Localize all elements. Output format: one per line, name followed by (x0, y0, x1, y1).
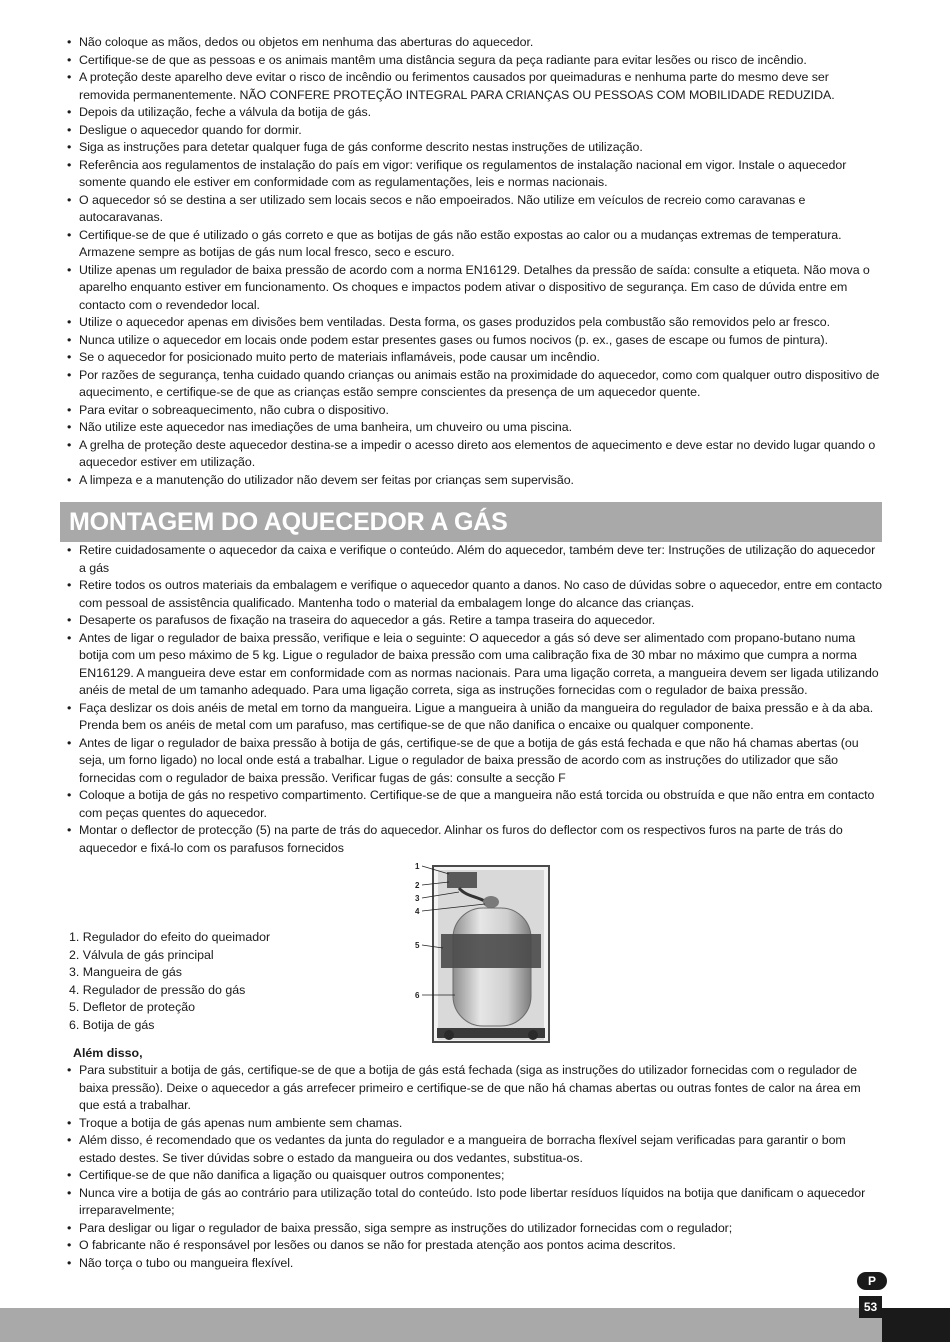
list-item: • Desligue o aquecedor quando for dormir. (67, 122, 882, 140)
page-number: 53 (859, 1296, 882, 1318)
cylinder-valve (483, 896, 499, 908)
language-badge: P (857, 1272, 887, 1290)
list-item: • Se o aquecedor for posicionado muito perto de materiais inflamáveis, pode causar um incêndio. (67, 349, 882, 367)
list-item: • Troque a botija de gás apenas num ambiente sem chamas. (67, 1115, 882, 1133)
list-item: • A grelha de proteção deste aquecedor destina-se a impedir o acesso direto aos elementos de aquecimento e deve estar no devido lugar quando o aquecedor estiver em utilização. (67, 437, 882, 472)
list-item: • Desaperte os parafusos de fixação na traseira do aquecedor a gás. Retire a tampa traseira do aquecedor. (67, 612, 882, 630)
callout-label: 4 (415, 907, 420, 916)
callout-label: 5 (415, 941, 420, 950)
list-item: • O fabricante não é responsável por lesões ou danos se não for prestada atenção aos pontos acima descritos. (67, 1237, 882, 1255)
callout-label: 3 (415, 894, 420, 903)
list-item: • O aquecedor só se destina a ser utilizado sem locais secos e não empoeirados. Não utilize em veículos de recreio como caravanas e autocaravanas. (67, 192, 882, 227)
assembly-steps-list (67, 542, 882, 857)
protection-deflector (441, 934, 541, 968)
wheel (444, 1030, 454, 1040)
list-item: 2. Válvula de gás principal (69, 947, 214, 962)
parts-legend (69, 929, 270, 1034)
list-item: • Faça deslizar os dois anéis de metal em torno da mangueira. Ligue a mangueira à união da mangueira do regulador de baixa pressão e à da aba. Prenda bem os anéis de metal com um parafuso, mas certifique-se de que não danifica o encaixe ou qualquer componente. (67, 700, 882, 735)
list-item: • Para evitar o sobreaquecimento, não cubra o dispositivo. (67, 402, 882, 420)
list-item: • Não coloque as mãos, dedos ou objetos em nenhuma das aberturas do aquecedor. (67, 34, 882, 52)
list-item: • Antes de ligar o regulador de baixa pressão à botija de gás, certifique-se de que a botija de gás está fechada e que não há chamas abertas (ou seja, um forno ligado) no local onde está a trabalhar. Ligue o regulador de baixa pressão de acordo com as instruções do utilizador que são fornecidas com o regulador de baixa pressão. Verificar fugas de gás: consulte a secção F (67, 735, 882, 788)
list-item: • Por razões de segurança, tenha cuidado quando crianças ou animais estão na proximidade do aquecedor, como com qualquer outro dispositivo de aquecimento, e certifique-se de que as crianças estão sempre conscientes da presença de um aquecedor quente. (67, 367, 882, 402)
footer-tab (882, 1308, 950, 1342)
list-item: 5. Defletor de proteção (69, 1000, 196, 1014)
regulator-block (447, 872, 477, 888)
safety-warnings-list (67, 34, 882, 489)
list-item: • Para substituir a botija de gás, certifique-se de que a botija de gás está fechada (siga as instruções do utilizador fornecidas com o regulador de baixa pressão). Deixe o aquecedor a gás arrefecer primeiro e certifique-se de que não há chamas abertas ou outras fontes de calor na área em que está a trabalhar. (67, 1062, 882, 1115)
list-item: • A proteção deste aparelho deve evitar o risco de incêndio ou ferimentos causados por queimaduras e nenhuma parte do mesmo deve ser removida permanentemente. NÃO CONFERE PROTEÇÃO INTEGRAL PARA CRIANÇAS OU PESSOAS COM MOBILIDADE REDUZIDA. (67, 69, 882, 104)
footer-bar (0, 1308, 950, 1342)
list-item: • Nunca vire a botija de gás ao contrário para utilização total do conteúdo. Isto pode libertar resíduos líquidos na botija que danificam o aquecedor irreparavelmente; (67, 1185, 882, 1220)
list-item: • Coloque a botija de gás no respetivo compartimento. Certifique-se de que a mangueira não está torcida ou obstruída e que não entra em contacto com peças quentes do aquecedor. (67, 787, 882, 822)
list-item: • Nunca utilize o aquecedor em locais onde podem estar presentes gases ou fumos nocivos (p. ex., gases de escape ou fumos de pintura). (67, 332, 882, 350)
list-item: • Depois da utilização, feche a válvula da botija de gás. (67, 104, 882, 122)
list-item: • Além disso, é recomendado que os vedantes da junta do regulador e a mangueira de borracha flexível sejam verificadas para garantir o bom estado destes. Se tiver dúvidas sobre o estado da mangueira ou dos vedantes, substitua-os. (67, 1132, 882, 1167)
list-item: 6. Botija de gás (69, 1017, 155, 1032)
list-item: 3. Mangueira de gás (69, 965, 182, 979)
callout-label: 2 (415, 881, 420, 890)
additional-notes-list (67, 1062, 882, 1272)
heater-diagram (407, 858, 553, 1044)
list-item: • Certifique-se de que as pessoas e os animais mantêm uma distância segura da peça radiante para evitar lesões ou risco de incêndio. (67, 52, 882, 70)
list-item: • Utilize o aquecedor apenas em divisões bem ventiladas. Desta forma, os gases produzidos pela combustão são removidos pelo ar fresco. (67, 314, 882, 332)
list-item: • Siga as instruções para detetar qualquer fuga de gás conforme descrito nestas instruções de utilização. (67, 139, 882, 157)
list-item: • Certifique-se de que é utilizado o gás correto e que as botijas de gás não estão expostas ao calor ou a mudanças extremas de temperatura. Armazene sempre as botijas de gás num local fresco, seco e escuro. (67, 227, 882, 262)
list-item: • Não utilize este aquecedor nas imediações de uma banheira, um chuveiro ou uma piscina. (67, 419, 882, 437)
callout-label: 1 (415, 862, 420, 871)
list-item: • Não torça o tubo ou mangueira flexível. (67, 1255, 882, 1273)
list-item: • Referência aos regulamentos de instalação do país em vigor: verifique os regulamentos de instalação nacional em vigor. Instale o aquecedor somente quando ele estiver em conformidade com as regulamentações, leis e normas nacionais. (67, 157, 882, 192)
list-item: • A limpeza e a manutenção do utilizador não devem ser feitas por crianças sem supervisão. (67, 472, 882, 490)
callout-label: 6 (415, 991, 420, 1000)
list-item: • Para desligar ou ligar o regulador de baixa pressão, siga sempre as instruções do utilizador fornecidas com o regulador; (67, 1220, 882, 1238)
wheel (528, 1030, 538, 1040)
list-item: • Retire todos os outros materiais da embalagem e verifique o aquecedor quanto a danos. No caso de dúvidas sobre o aquecedor, entre em contacto com pessoal de assistência qualificado. Mantenha todo o material da embalagem longe do alcance das crianças. (67, 577, 882, 612)
section-title: MONTAGEM DO AQUECEDOR A GÁS (60, 502, 882, 542)
list-item: 1. Regulador do efeito do queimador (69, 930, 271, 944)
list-item: • Retire cuidadosamente o aquecedor da caixa e verifique o conteúdo. Além do aquecedor, também deve ter: Instruções de utilização do aquecedor a gás (67, 542, 882, 577)
list-item: • Utilize apenas um regulador de baixa pressão de acordo com a norma EN16129. Detalhes da pressão de saída: consulte a etiqueta. Não mova o aparelho enquanto estiver em funcionamento. Os choques e impactos podem ativar o dispositivo de segurança. Em caso de dúvida entre em contacto com o revendedor local. (67, 262, 882, 315)
list-item: 4. Regulador de pressão do gás (69, 982, 246, 997)
list-item: • Antes de ligar o regulador de baixa pressão, verifique e leia o seguinte: O aquecedor a gás só deve ser alimentado com propano-butano numa botija com um peso máximo de 5 kg. Ligue o regulador de baixa pressão com uma calibração fixa de 30 mbar no máximo que cumpra a norma EN16129. A mangueira deve estar em conformidade com as normas nacionais. Para uma ligação correta, a mangueira devem ser ligada utilizando anéis de metal de um tamanho adequado. Para uma ligação correta, siga as instruções fornecidas com o regulador de baixa pressão. (67, 630, 882, 700)
list-item: • Montar o deflector de protecção (5) na parte de trás do aquecedor. Alinhar os furos do deflector com os respectivos furos na parte de trás do aquecedor e fixá-lo com os parafusos fornecidos (67, 822, 882, 857)
subheading: Além disso, (73, 1046, 143, 1060)
list-item: • Certifique-se de que não danifica a ligação ou quaisquer outros componentes; (67, 1167, 882, 1185)
